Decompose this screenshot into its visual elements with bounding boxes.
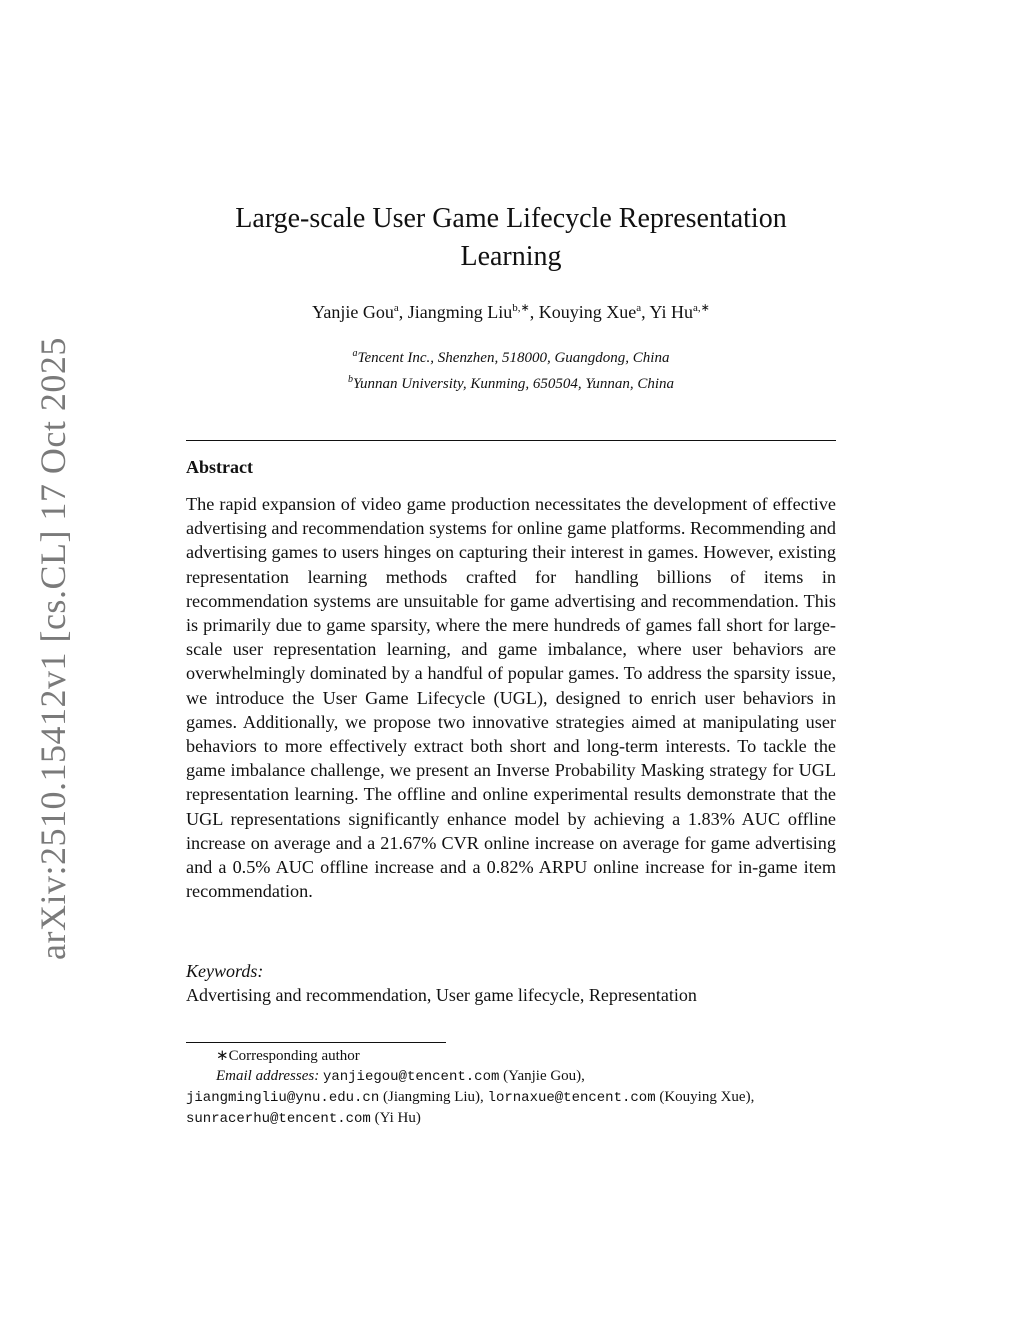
author-list: Yanjie Gou$^a$, Jiangming Liu$^{b,∗}$, Kouying Xue$^a$, Yi $Hu^{a,∗}$ [312,302,710,322]
affiliation: $^b$Yunnan University, Kunming, 650504, Yunnan, China [347,374,674,392]
email-owner: (Yanjie Gou), [503,1068,585,1084]
email-link[interactable]: jiangmingliu@ynu.edu.cn [186,1090,380,1106]
header-rule [186,440,836,441]
abstract-heading: Abstract [186,457,253,477]
email-owner: (Kouying Xue), [659,1089,755,1105]
author-name: Yanjie Gou [312,302,394,322]
corresponding-author-note: ∗Corresponding author [216,1048,360,1064]
author-name: Kouying Xue [538,302,637,322]
footnote-rule [186,1042,446,1043]
email-link[interactable]: sunracerhu@tencent.com [186,1111,371,1127]
keywords-heading: Keywords: [186,961,264,981]
author-affil-mark: a [393,302,399,314]
abstract-text: The rapid expansion of video game production necessitates the development of effective advertising and recommendation systems for online game platforms. Recommending and advertising games to users hinges on capturing their interest in games. However, existing representation learning methods crafted for handling billions of items in recommendation systems are unsuitable for game advertising and recommendation. This is primarily due to game sparsity, where the mere hundreds of games fall short for large-scale user representation learning, and game imbalance, where user behaviors are overwhelmingly dominated by a handful of popular games. To address the sparsity issue, we introduce the User Game Lifecycle (UGL), designed to enrich user behaviors in games. Additionally, we propose two innovative strategies aimed at manipulating user behaviors to more effectively extract both short and long-term interests. To tackle the game imbalance challenge, we present an Inverse Probability Masking strategy for UGL representation learning. The offline and online experimental results demonstrate that the UGL representations significantly enhance model by achieving a 1.83% AUC offline increase on average and a 21.67% CVR online increase on average for game advertising and a 0.5% AUC offline increase and a 0.82% ARPU online increase for in-game item recommendation. [186,494,836,902]
author-affil-mark: a [636,302,642,314]
email-link[interactable]: yanjiegou@tencent.com [322,1069,500,1085]
title-line-1: Large-scale User Game Lifecycle Representation [235,203,787,234]
email-owner: (Yi Hu) [374,1110,421,1126]
email-link[interactable]: lornaxue@tencent.com [487,1090,656,1106]
author-affil-mark: b,∗ [512,302,530,314]
affiliations [186,343,836,395]
title-line-2: Learning [460,241,562,272]
author-name: Jiangming Liu [407,302,513,322]
affiliation: $^a$Tencent Inc., Shenzhen, 518000, Guangdong, China [352,348,670,366]
footnote [186,1046,836,1129]
email-line [186,1108,836,1129]
email-owner: (Jiangming Liu), [382,1089,484,1105]
email-label: Email addresses: [216,1068,320,1084]
author-name: Yi Hu [649,302,693,322]
arxiv-identifier: arXiv:2510.15412v1 [cs.CL] 17 Oct 2025 [33,337,73,960]
paper-title [186,200,836,276]
author-affil-mark: a,∗ [692,302,710,314]
email-line [186,1087,836,1108]
email-line [186,1066,836,1087]
keywords-text: Advertising and recommendation, User game lifecycle, Representation [186,985,697,1005]
